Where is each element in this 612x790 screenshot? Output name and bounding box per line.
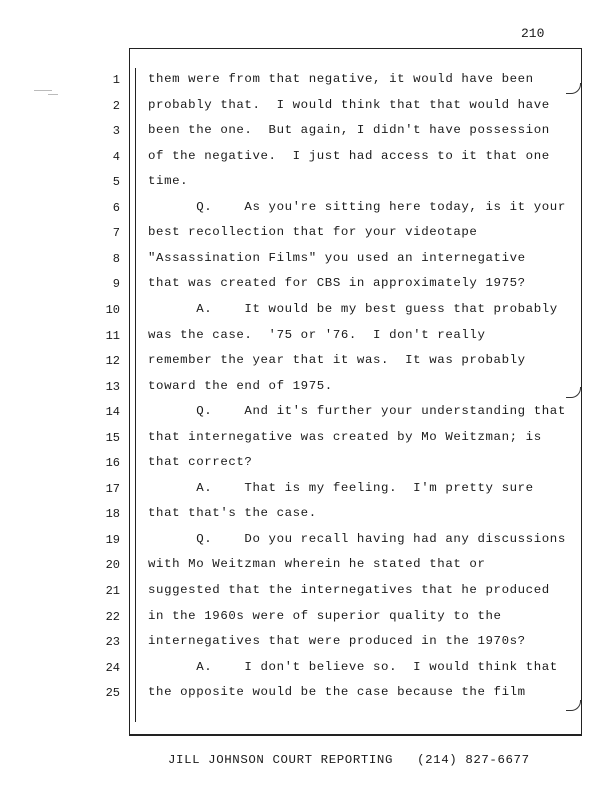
transcript-line <box>0 607 612 633</box>
transcript-line <box>0 453 612 479</box>
line-number: 16 <box>105 456 120 471</box>
line-number: 20 <box>105 558 120 573</box>
transcript-line <box>0 530 612 556</box>
line-text: suggested that the internegatives that he produced <box>148 583 550 597</box>
line-number: 5 <box>112 175 120 190</box>
line-text: with Mo Weitzman wherein he stated that or <box>148 557 486 572</box>
line-number: 8 <box>112 251 120 266</box>
line-text: Q. And it's further your understanding that <box>148 404 566 419</box>
line-number: 13 <box>105 379 120 394</box>
line-text: Q. Do you recall having had any discussions <box>148 531 566 546</box>
line-number: 11 <box>105 328 120 343</box>
line-number: 18 <box>105 507 120 522</box>
transcript-line <box>0 223 612 249</box>
line-text: probably that. I would think that that would have <box>148 97 550 112</box>
line-text: that that's the case. <box>148 506 317 521</box>
transcript-line <box>0 70 612 96</box>
line-number: 2 <box>112 98 120 113</box>
transcript-line <box>0 428 612 454</box>
line-number: 24 <box>105 660 120 675</box>
line-number: 19 <box>105 532 120 547</box>
line-text: that correct? <box>148 455 253 470</box>
line-text: the opposite would be the case because the film <box>148 685 526 700</box>
line-text: that internegative was created by Mo Weitzman; is <box>148 429 542 444</box>
line-text: best recollection that for your videotape <box>148 225 478 240</box>
line-number: 15 <box>105 430 120 445</box>
transcript-line <box>0 96 612 122</box>
transcript-line <box>0 581 612 607</box>
line-number: 1 <box>112 73 120 87</box>
line-text: of the negative. I just had access to it that one <box>148 148 550 163</box>
line-number: 25 <box>105 686 120 701</box>
line-number: 10 <box>105 302 120 317</box>
line-text: A. That is my feeling. I'm pretty sure <box>148 480 534 495</box>
line-number: 23 <box>105 635 120 650</box>
transcript-line <box>0 683 612 709</box>
transcript-line <box>0 172 612 198</box>
line-number: 14 <box>105 405 120 420</box>
line-number: 6 <box>112 200 120 215</box>
line-text: that was created for CBS in approximately 1975? <box>148 276 526 291</box>
transcript-line <box>0 249 612 275</box>
line-text: was the case. '75 or '76. I don't really <box>148 327 486 342</box>
transcript-line <box>0 198 612 224</box>
line-text: time. <box>148 174 189 189</box>
line-number: 7 <box>112 226 120 241</box>
line-number: 22 <box>105 609 120 624</box>
line-text: internegatives that were produced in the 1970s? <box>148 634 526 649</box>
line-text: "Assassination Films" you used an internegative <box>148 250 526 265</box>
line-text: Q. As you're sitting here today, is it your <box>148 199 566 214</box>
line-text: been the one. But again, I didn't have possession <box>148 123 550 138</box>
transcript-line <box>0 300 612 326</box>
line-number: 21 <box>105 584 120 598</box>
line-text: toward the end of 1975. <box>148 378 333 393</box>
page-number: 210 <box>521 26 545 41</box>
reporter-footer: JILL JOHNSON COURT REPORTING (214) 827-6677 <box>168 753 530 767</box>
line-text: remember the year that it was. It was probably <box>148 353 526 368</box>
line-text: A. It would be my best guess that probably <box>148 301 558 316</box>
line-number: 3 <box>112 124 120 139</box>
transcript-line <box>0 504 612 530</box>
transcript-line <box>0 351 612 377</box>
line-text: them were from that negative, it would have been <box>148 72 534 86</box>
line-text: A. I don't believe so. I would think that <box>148 659 558 674</box>
line-number: 17 <box>105 481 120 496</box>
transcript-line <box>0 274 612 300</box>
transcript-line <box>0 479 612 505</box>
line-number: 9 <box>112 277 120 292</box>
transcript-line <box>0 377 612 403</box>
line-number: 12 <box>105 354 120 369</box>
transcript-line <box>0 147 612 173</box>
line-number: 4 <box>112 149 120 164</box>
transcript-line <box>0 121 612 147</box>
line-text: in the 1960s were of superior quality to the <box>148 608 502 623</box>
transcript-line <box>0 632 612 658</box>
transcript-line <box>0 555 612 581</box>
transcript-line <box>0 326 612 352</box>
transcript-line <box>0 402 612 428</box>
transcript-line <box>0 658 612 684</box>
